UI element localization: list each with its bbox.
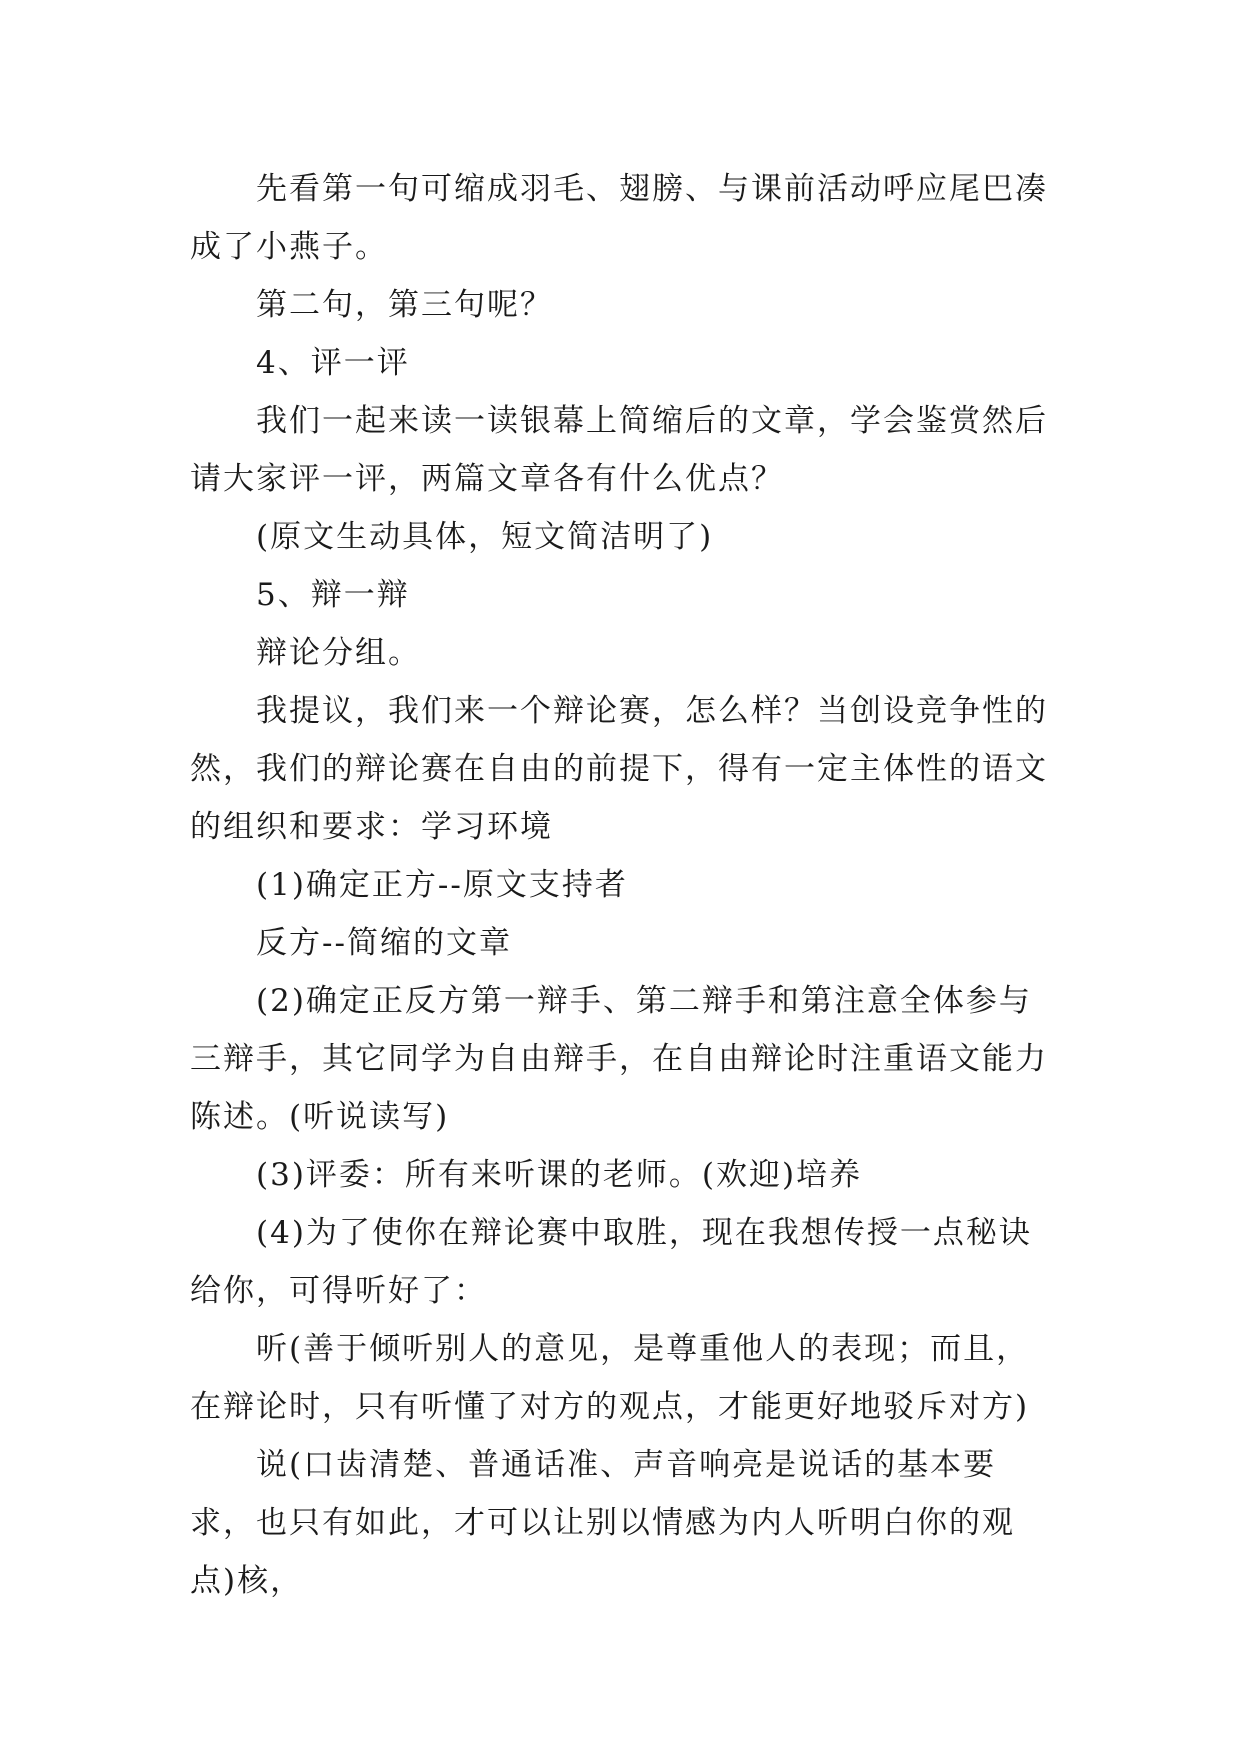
paragraph: 听(善于倾听别人的意见，是尊重他人的表现；而且，在辩论时，只有听懂了对方的观点，才能更好地驳斥对方) <box>190 1331 1030 1425</box>
paragraph: (原文生动具体，短文简洁明了) <box>256 519 714 555</box>
paragraph: 反方--简缩的文章 <box>256 925 512 961</box>
list-item: (4)为了使你在辩论赛中取胜，现在我想传授一点秘诀给你，可得听好了： <box>190 1215 1032 1309</box>
list-item: (3)评委：所有来听课的老师。(欢迎)培养 <box>256 1157 863 1193</box>
section-heading: 4、评一评 <box>256 345 410 381</box>
paragraph: 先看第一句可缩成羽毛、翅膀、与课前活动呼应尾巴凑成了小燕子。 <box>190 171 1048 265</box>
paragraph: 我们一起来读一读银幕上简缩后的文章，学会鉴赏然后请大家评一评，两篇文章各有什么优点？ <box>190 403 1048 497</box>
paragraph: 辩论分组。 <box>256 635 421 671</box>
list-item: (2)确定正反方第一辩手、第二辩手和第注意全体参与三辩手，其它同学为自由辩手，在自由辩论时注重语文能力陈述。(听说读写) <box>190 983 1048 1135</box>
paragraph: 第二句，第三句呢？ <box>256 287 553 323</box>
section-heading: 5、辩一辩 <box>256 577 410 613</box>
paragraph: 我提议，我们来一个辩论赛，怎么样？当创设竞争性的然，我们的辩论赛在自由的前提下，得有一定主体性的语文的组织和要求：学习环境 <box>190 693 1048 845</box>
list-item: (1)确定正方--原文支持者 <box>256 867 628 903</box>
document-body <box>190 160 1060 1610</box>
paragraph: 说(口齿清楚、普通话准、声音响亮是说话的基本要求，也只有如此，才可以让别以情感为内人听明白你的观点)核， <box>190 1447 1015 1599</box>
